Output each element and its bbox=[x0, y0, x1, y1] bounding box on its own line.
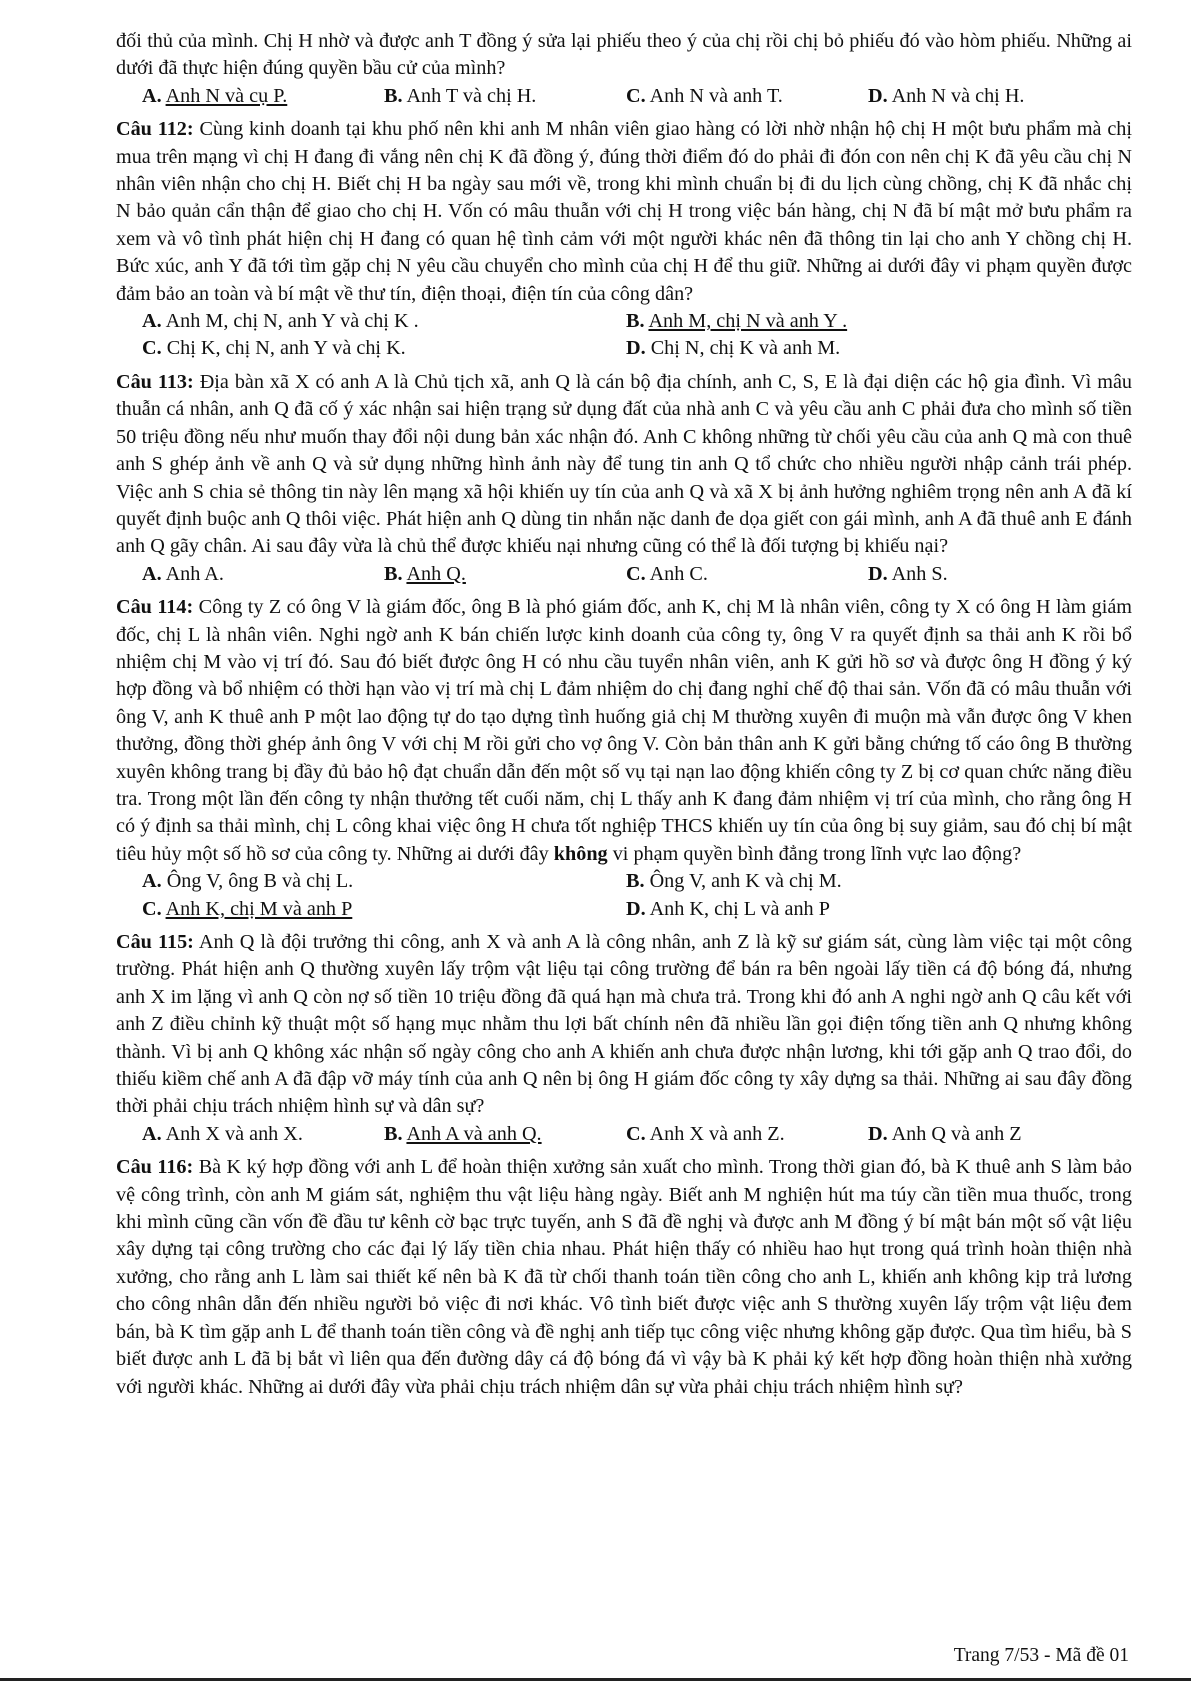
question-text: Bà K ký hợp đồng với anh L để hoàn thiện xưởng sản xuất cho mình. Trong thời gian đó, bà K thuê anh S làm bảo vệ công trình, còn anh M giám sát, nghiệm thu vật liệu hàng ngày. Biết anh M nghiện hút ma túy cần tiền mua thuốc, trong khi mình cũng cần vốn đề đầu tư kênh cờ bạc trực tuyến, anh S đã đề nghị và được anh M đồng ý bí mật bán một số vật liệu xây dựng tại công trường cho các đại lý lấy tiền chia nhau. Phát hiện thấy có nhiều hao hụt trong quá trình hoàn thiện nhà xưởng, cho rằng anh L làm sai thiết kế nên bà K đã từ chối thanh toán tiền công cho anh L, khiến anh không kịp trả lương cho công nhân dẫn đến nhiều người bỏ việc đi nơi khác. Vô tình biết được việc anh S thường xuyên lấy trộm vật liệu đem bán, bà K tìm gặp anh L để thanh toán tiền công và đề nghị anh tiếp tục công việc nhưng không gặp được. Qua tìm hiểu, bà S biết được anh L đã bị bắt vì liên qua đến đường dây cá độ bóng đá vì vậy bà K phải ký kết hợp đồng hoàn thiện nhà xưởng với người khác. Những ai dưới đây vừa phải chịu trách nhiệm dân sự vừa phải chịu trách nhiệm hình sự? bbox=[116, 1156, 1132, 1398]
q112-option-b: B. Anh M, chị N và anh Y . bbox=[626, 310, 848, 333]
intro-options bbox=[142, 83, 1132, 110]
question-text-end: vi phạm quyền bình đẳng trong lĩnh vực lao động? bbox=[612, 842, 1022, 865]
intro-text: đối thủ của mình. Chị H nhờ và được anh T đồng ý sửa lại phiếu theo ý của chị rồi chị bỏ phiếu đó vào hòm phiếu. Những ai dưới đã thực hiện đúng quyền bầu cử của mình? bbox=[116, 30, 1132, 80]
q112-option-d: D. Chị N, chị K và anh M. bbox=[626, 337, 841, 360]
exam-page bbox=[116, 28, 1132, 1401]
q113-option-c: C. Anh C. bbox=[626, 562, 708, 585]
q112-option-a: A. Anh M, chị N, anh Y và chị K . bbox=[142, 310, 419, 333]
question-label: Câu 114: bbox=[116, 596, 194, 619]
q114-option-b: B. Ông V, anh K và chị M. bbox=[626, 870, 842, 893]
intro-option-c: C. Anh N và anh T. bbox=[626, 84, 783, 107]
question-115-options bbox=[142, 1121, 1132, 1148]
question-115 bbox=[116, 929, 1132, 1121]
q113-option-a: A. Anh A. bbox=[142, 562, 224, 585]
question-116 bbox=[116, 1154, 1132, 1401]
intro-option-d: D. Anh N và chị H. bbox=[868, 84, 1025, 107]
question-emphasis: không bbox=[553, 842, 608, 865]
q113-option-d: D. Anh S. bbox=[868, 562, 948, 585]
q114-option-a: A. Ông V, ông B và chị L. bbox=[142, 870, 354, 893]
q113-option-b: B. Anh Q. bbox=[384, 562, 466, 585]
question-113-options bbox=[142, 561, 1132, 588]
page-footer: Trang 7/53 - Mã đề 01 bbox=[953, 1645, 1129, 1666]
q115-option-b: B. Anh A và anh Q. bbox=[384, 1122, 542, 1145]
question-label: Câu 115: bbox=[116, 931, 194, 953]
q114-option-c: C. Anh K, chị M và anh P bbox=[142, 897, 353, 920]
intro-option-a: A. Anh N và cụ P. bbox=[142, 84, 288, 107]
question-113 bbox=[116, 369, 1132, 561]
question-text: Cùng kinh doanh tại khu phố nên khi anh M nhân viên giao hàng có lời nhờ nhận hộ chị H một bưu phẩm mà chị mua trên mạng vì chị H đang đi vắng nên chị K đã đồng ý, đúng thời điểm đó do phải đi đón con nên chị K đã yêu cầu chị N nhân viên nhận cho chị H. Biết chị H ba ngày sau mới về, trong khi mình chuẩn bị đi du lịch cùng chồng, chị K đã nhắc chị N bảo quản cẩn thận để giao cho chị H. Vốn có mâu thuẫn với chị H trong việc bán hàng, chị N đã bí mật mở bưu phẩm ra xem và vô tình phát hiện chị H đang có quan hệ tình cảm với một người khác nên đã thông tin lại cho anh Y chồng chị H. Bức xúc, anh Y đã tới tìm gặp chị N yêu cầu chuyển cho mình của chị H để thu giữ. Những ai dưới đây vi phạm quyền được đảm bảo an toàn và bí mật về thư tín, điện thoại, điện tín của công dân? bbox=[116, 118, 1132, 305]
q114-option-d: D. Anh K, chị L và anh P bbox=[626, 897, 830, 920]
question-text: Công ty Z có ông V là giám đốc, ông B là phó giám đốc, anh K, chị M là nhân viên, công ty X có ông H làm giám đốc, chị L là nhân viên. Nghi ngờ anh K bán chiến lược kinh doanh của công ty, ông V ra quyết định sa thải anh K rồi bổ nhiệm chị M vào vị trí đó. Sau đó biết được ông H có nhu cầu tuyển nhân viên, anh K gửi hồ sơ và được ông H đồng ý ký hợp đồng và bổ nhiệm có thời hạn vào vị trí mà chị L đảm nhiệm do chị đang nghỉ chế độ thai sản. Vốn đã có mâu thuẫn với ông V, anh K thuê anh P một lao động tự do tạo dựng tình huống giả chị M thường xuyên đi muộn mà vẫn được ông V khen thưởng, đồng thời ghép ảnh ông V với chị M rồi gửi cho vợ ông V. Còn bản thân anh K gửi bằng chứng tố cáo ông B thường xuyên không trang bị đầy đủ bảo hộ đạt chuẩn dẫn đến một số vụ tại nạn lao động khiến công ty Z bị cơ quan chức năng điều tra. Trong một lần đến công ty nhận thưởng tết cuối năm, chị L thấy anh K đang đảm nhiệm vị trí của mình, cho rằng ông H có ý định sa thải mình, chị L công khai việc ông H chưa tốt nghiệp THCS khiến uy tín của ông bị suy giảm, sau đó chị bí mật tiêu hủy một số hồ sơ của công ty. Những ai dưới đây bbox=[116, 596, 1133, 865]
q115-option-d: D. Anh Q và anh Z bbox=[868, 1122, 1022, 1145]
question-114-options bbox=[142, 868, 1132, 923]
question-label: Câu 116: bbox=[116, 1156, 194, 1179]
question-112 bbox=[116, 116, 1132, 308]
question-112-options bbox=[142, 308, 1132, 363]
question-text: Địa bàn xã X có anh A là Chủ tịch xã, anh Q là cán bộ địa chính, anh C, S, E là đại diện các hộ gia đình. Vì mâu thuẫn cá nhân, anh Q đã cố ý xác nhận sai hiện trạng sử dụng đất của nhà anh C và yêu cầu anh C phải đưa cho mình số tiền 50 triệu đồng nếu như muốn thay đổi nội dung bản xác nhận đó. Anh C không những từ chối yêu cầu của anh Q mà con thuê anh S ghép ảnh về anh Q và sử dụng những hình ảnh này để tung tin anh Q tổ chức cho nhiều người nhập cảnh trái phép. Việc anh S chia sẻ thông tin này lên mạng xã hội khiến uy tín của anh Q và xã X bị ảnh hưởng nghiêm trọng nên anh A đã kí quyết định buộc anh Q thôi việc. Phát hiện anh Q dùng tin nhắn nặc danh đe dọa giết con gái mình, anh A đã thuê anh E đánh anh Q gãy chân. Ai sau đây vừa là chủ thể được khiếu nại nhưng cũng có thể là đối tượng bị khiếu nại? bbox=[116, 370, 1132, 558]
question-text: Anh Q là đội trưởng thi công, anh X và anh A là công nhân, anh Z là kỹ sư giám sát, cùng làm việc tại một công trường. Phát hiện anh Q thường xuyên lấy trộm vật liệu tại công trường để bán ra bên ngoài lấy tiền cá độ bóng đá, nhưng anh X im lặng vì anh Q còn nợ số tiền 10 triệu đồng đã quá hạn mà chưa trả. Trong khi đó anh A nghi ngờ anh Q câu kết với anh Z điều chỉnh kỹ thuật một số hạng mục nhằm thu lợi bất chính nên đã nhiều lần gọi điện tống tiền anh Q nhưng không thành. Vì bị anh Q không xác nhận số ngày công cho anh A khiến anh chưa được nhận lương, khi tới gặp anh Q trao đổi, do thiếu kiềm chế anh A đã đập vỡ máy tính của anh Q nên bị ông H giám đốc công ty xây dựng sa thải. Những ai sau đây đồng thời phải chịu trách nhiệm hình sự và dân sự? bbox=[116, 931, 1132, 1118]
question-label: Câu 112: bbox=[116, 118, 194, 141]
q112-option-c: C. Chị K, chị N, anh Y và chị K. bbox=[142, 337, 406, 360]
footer-divider bbox=[0, 1678, 1191, 1681]
question-114 bbox=[116, 594, 1132, 868]
question-label: Câu 113: bbox=[116, 370, 194, 393]
q115-option-a: A. Anh X và anh X. bbox=[142, 1122, 303, 1145]
q115-option-c: C. Anh X và anh Z. bbox=[626, 1122, 785, 1145]
intro-option-b: B. Anh T và chị H. bbox=[384, 84, 537, 107]
